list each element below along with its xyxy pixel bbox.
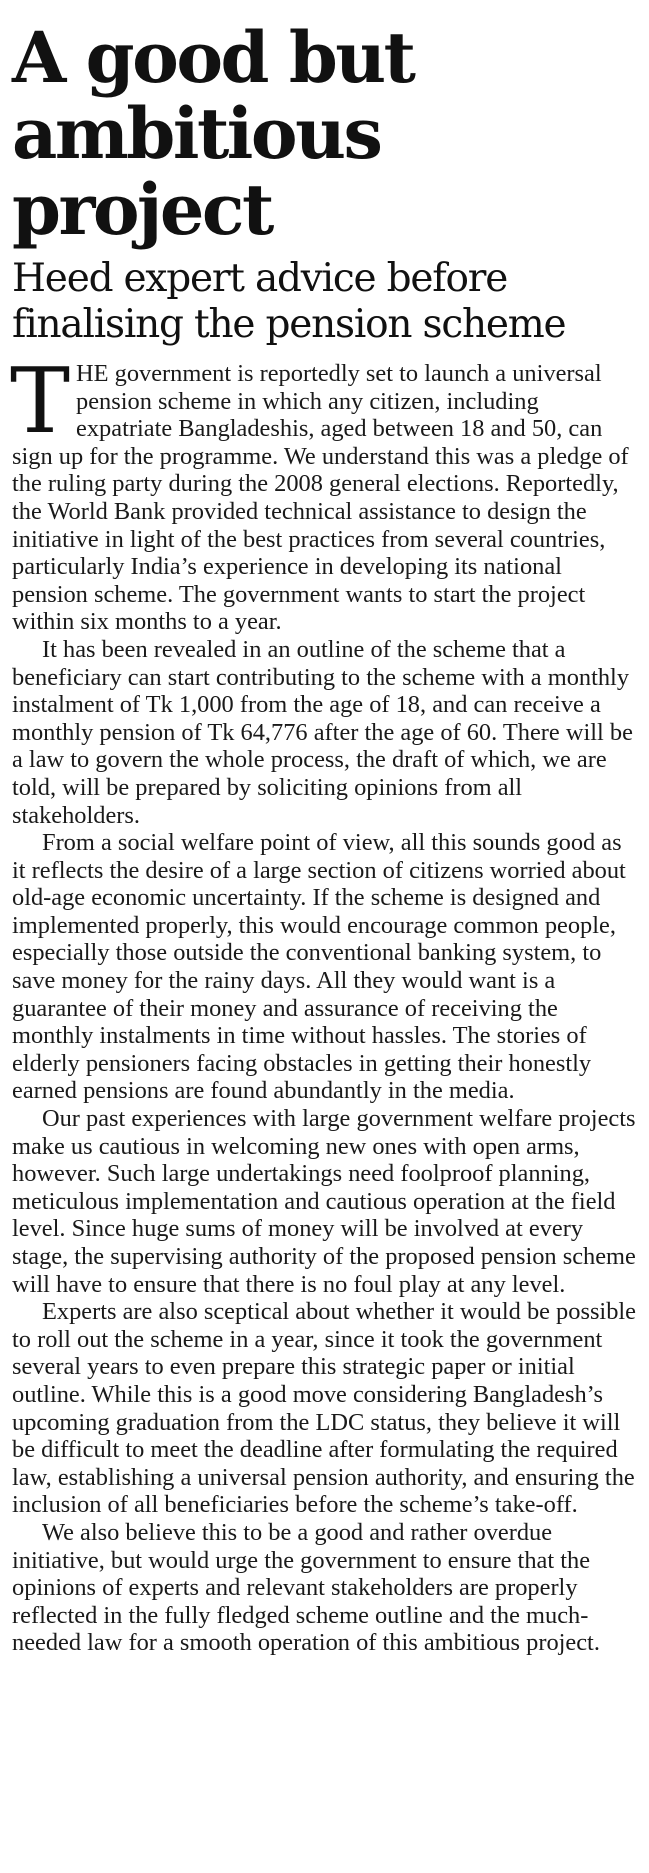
- paragraph-3: From a social welfare point of view, all this sounds good as it reflects the desire of a large section of citizens worried about old-age economic uncertainty. If the scheme is designed and implemented properly, this would encourage common people, especially those outside the conventional banking system, to save money for the rainy days. All they would want is a guarantee of their money and assurance of receiving the monthly instalments in time without hassles. The stories of elderly pensioners facing obstacles in getting their honestly earned pensions are found abundantly in the media.: [12, 829, 626, 1105]
- subheadline: Heed expert advice before finalising the pension scheme: [12, 256, 566, 347]
- paragraph-1-text: HE government is reportedly set to launch a universal pension scheme in which any citizen, including expatriate Bangladeshis, aged between 18 and 50, can sign up for the programme. We understand this was a pledge of the ruling party during the 2008 general elections. Reportedly, the World Bank provided technical assistance to design the initiative in light of the best practices from several countries, particularly India’s experience in developing its national pension scheme. The government wants to start the project within six months to a year.: [12, 360, 629, 636]
- paragraph-2: It has been revealed in an outline of the scheme that a beneficiary can start contributing to the scheme with a monthly instalment of Tk 1,000 from the age of 18, and can receive a monthly pension of Tk 64,776 after the age of 60. There will be a law to govern the whole process, the draft of which, we are told, will be prepared by soliciting opinions from all stakeholders.: [12, 635, 633, 829]
- drop-cap: T: [10, 349, 71, 454]
- paragraph-1: [10, 349, 640, 636]
- paragraph-6: We also believe this to be a good and rather overdue initiative, but would urge the government to ensure that the opinions of experts and relevant stakeholders are properly reflected in the fully fledged scheme outline and the much-needed law for a smooth operation of this ambitious project.: [12, 1518, 600, 1657]
- paragraph-4: Our past experiences with large government welfare projects make us cautious in welcoming new ones with open arms, however. Such large undertakings need foolproof planning, meticulous implementation and cautious operation at the field level. Since huge sums of money will be involved at every stage, the supervising authority of the proposed pension scheme will have to ensure that there is no foul play at any level.: [12, 1105, 636, 1298]
- paragraph-5: Experts are also sceptical about whether it would be possible to roll out the scheme in a year, since it took the government several years to even prepare this strategic paper or initial outline. While this is a good move considering Bangladesh’s upcoming graduation from the LDC status, they believe it will be difficult to meet the deadline after formulating the required law, establishing a universal pension authority, and ensuring the inclusion of all beneficiaries before the scheme’s take-off.: [12, 1298, 637, 1519]
- editorial-page: [12, 0, 640, 1657]
- headline: A good but ambitious project: [12, 16, 414, 251]
- article-body: [10, 349, 640, 1657]
